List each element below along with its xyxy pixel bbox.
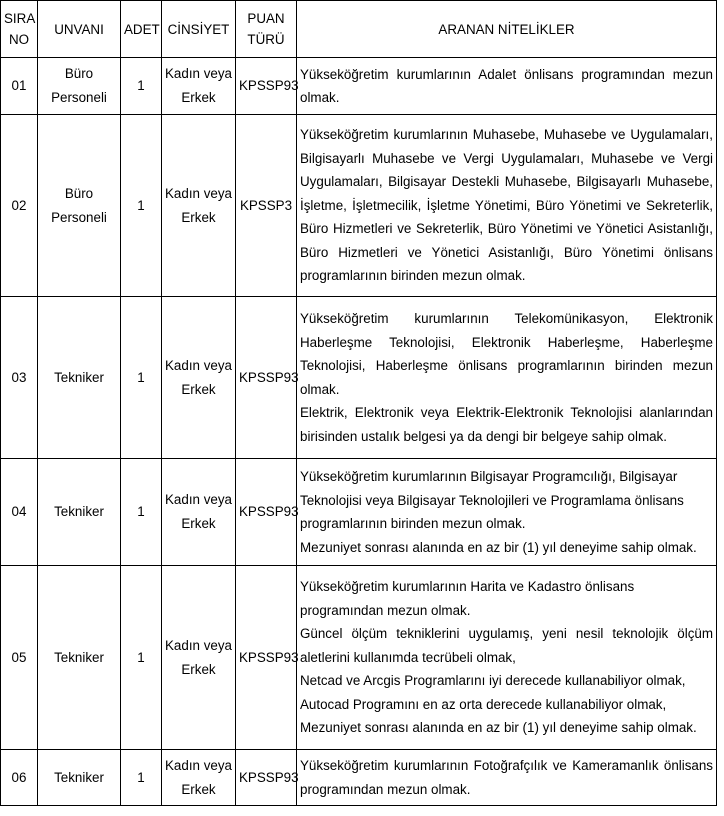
table-row (1, 297, 717, 459)
table-row (1, 459, 717, 566)
nitelik-paragraph: Yükseköğretim kurumlarının Bilgisayar Programcılığı, Bilgisayar Teknolojisi veya Bilgisayar Teknolojileri ve Programlama önlisans programlarının birinden mezun olmak. (300, 469, 684, 531)
cell-unvani: Tekniker (38, 297, 121, 459)
cell-unvani: Büro Personeli (38, 58, 121, 115)
cell-puan-turu: KPSSP93 (236, 459, 297, 566)
cell-puan-turu: KPSSP93 (236, 566, 297, 750)
nitelik-paragraph: Yükseköğretim kurumlarının Adalet önlisans programından mezun olmak. (300, 66, 713, 105)
cell-unvani: Tekniker (38, 750, 121, 806)
cell-nitelikler (297, 566, 717, 750)
cell-nitelikler (297, 115, 717, 297)
cell-cinsiyet: Kadın veya Erkek (162, 750, 236, 806)
cell-cinsiyet: Kadın veya Erkek (162, 297, 236, 459)
cell-puan-turu: KPSSP93 (236, 297, 297, 459)
cell-sira-no: 04 (1, 459, 38, 566)
cell-nitelikler (297, 58, 717, 115)
cell-cinsiyet: Kadın veya Erkek (162, 115, 236, 297)
nitelik-paragraph: Mezuniyet sonrası alanında en az bir (1) yıl deneyime sahip olmak. (300, 539, 697, 555)
table-header-row (1, 1, 717, 58)
cell-sira-no: 05 (1, 566, 38, 750)
nitelik-paragraph: Autocad Programını en az orta derecede kullanabiliyor olmak, (300, 696, 667, 712)
table-row (1, 566, 717, 750)
header-sira-no: SIRA NO (1, 1, 38, 58)
cell-cinsiyet: Kadın veya Erkek (162, 58, 236, 115)
table-row (1, 58, 717, 115)
cell-sira-no: 02 (1, 115, 38, 297)
table-row (1, 115, 717, 297)
header-unvani: UNVANI (38, 1, 121, 58)
nitelik-paragraph: Yükseköğretim kurumlarının Harita ve Kadastro önlisans programından mezun olmak. (300, 579, 635, 618)
nitelik-paragraph: Yükseköğretim kurumlarının Fotoğrafçılık ve Kameramanlık önlisans programından mezun olmak. (300, 758, 713, 797)
cell-nitelikler (297, 297, 717, 459)
header-cinsiyet: CİNSİYET (162, 1, 236, 58)
cell-adet: 1 (121, 297, 162, 459)
cell-adet: 1 (121, 115, 162, 297)
cell-adet: 1 (121, 566, 162, 750)
cell-puan-turu: KPSSP3 (236, 115, 297, 297)
table-row (1, 750, 717, 806)
cell-puan-turu: KPSSP93 (236, 750, 297, 806)
cell-adet: 1 (121, 58, 162, 115)
cell-adet: 1 (121, 459, 162, 566)
cell-unvani: Tekniker (38, 566, 121, 750)
header-adet: ADET (121, 1, 162, 58)
cell-cinsiyet: Kadın veya Erkek (162, 459, 236, 566)
cell-nitelikler (297, 750, 717, 806)
cell-puan-turu: KPSSP93 (236, 58, 297, 115)
cell-nitelikler (297, 459, 717, 566)
nitelik-paragraph: Netcad ve Arcgis Programlarını iyi derecede kullanabiliyor olmak, (300, 673, 686, 689)
nitelik-paragraph: Mezuniyet sonrası alanında en az bir (1) yıl deneyime sahip olmak. (300, 720, 697, 736)
cell-sira-no: 01 (1, 58, 38, 115)
cell-unvani: Büro Personeli (38, 115, 121, 297)
header-aranan-nitelikler: ARANAN NİTELİKLER (297, 1, 717, 58)
cell-cinsiyet: Kadın veya Erkek (162, 566, 236, 750)
cell-adet: 1 (121, 750, 162, 806)
nitelik-paragraph: Yükseköğretim kurumlarının Telekomünikasyon, Elektronik Haberleşme Teknolojisi, Elektronik Haberleşme, Haberleşme Teknolojisi, Haberleşme önlisans programlarının birinden mezun olmak. (300, 311, 713, 397)
nitelik-paragraph: Güncel ölçüm tekniklerini uygulamış, yeni nesil teknolojik ölçüm aletlerini kullanımda tecrübeli olmak, (300, 626, 713, 665)
cell-sira-no: 03 (1, 297, 38, 459)
header-puan-turu: PUAN TÜRÜ (236, 1, 297, 58)
cell-sira-no: 06 (1, 750, 38, 806)
nitelik-paragraph: Elektrik, Elektronik veya Elektrik-Elektronik Teknolojisi alanlarından birisinden ustalık belgesi ya da dengi bir belgeye sahip olmak. (300, 405, 713, 444)
cell-unvani: Tekniker (38, 459, 121, 566)
nitelik-paragraph: Yükseköğretim kurumlarının Muhasebe, Muhasebe ve Uygulamaları, Bilgisayarlı Muhasebe ve Vergi Uygulamaları, Muhasebe ve Vergi Uygulamaları, Bilgisayar Destekli Muhasebe, Bilgisayarlı Muhasebe, İşletme, İşletmecilik, İşletme Yönetimi, Büro Yönetimi ve Sekreterlik, Büro Hizmetleri ve Sekreterlik, Büro Yönetimi ve Yönetici Asistanlığı, Büro Hizmetleri ve Yönetici Asistanlığı, Büro Yönetimi önlisans programlarının birinden mezun olmak. (300, 127, 713, 284)
